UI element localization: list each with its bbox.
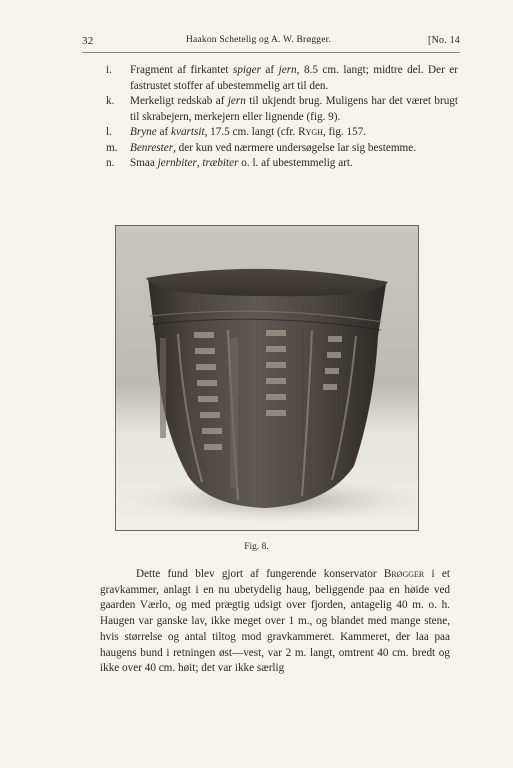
item-letter: k. [106, 95, 115, 107]
item-text: Merkeligt redskab af jern til ukjendt brug. Muligens har det været brugt til skrabejern, merkejern eller lignende (fig. 9). [130, 95, 458, 123]
pot-image [116, 226, 418, 530]
item-letter: i. [106, 64, 112, 76]
artifact-list [106, 63, 458, 172]
list-item [106, 141, 458, 157]
item-letter: l. [106, 126, 112, 138]
list-item [106, 125, 458, 141]
item-text: Fragment af firkantet spiger af jern, 8.5 cm. langt; midtre del. Der er fastrustet stoffer af ubestemmelig art til den. [130, 64, 458, 92]
item-text: Smaa jernbiter, træbiter o. l. af ubestemmelig art. [130, 157, 353, 169]
body-paragraph [100, 567, 450, 677]
figure-caption: Fig. 8. [244, 542, 269, 552]
item-letter: m. [106, 141, 118, 154]
list-item [106, 63, 458, 94]
issue-number: [No. 14 [428, 35, 460, 46]
list-item [106, 94, 458, 125]
figure-photo [115, 225, 419, 531]
person-name: Brøgger [383, 568, 425, 580]
running-title: Haakon Schetelig og A. W. Brøgger. [186, 35, 332, 45]
item-text: Benrester, der kun ved nærmere undersøgelse lar sig bestemme. [130, 141, 417, 154]
list-item [106, 156, 458, 172]
header-rule [82, 52, 460, 53]
paragraph-text: Dette fund blev gjort af fungerende konservator Brøgger i et gravkammer, anlagt i en nu ubetydelig haug, beliggende paa en høide ved gaarden Værlo, og med prægtig udsigt over fjorden, antagelig 40 m. o. h. Haugen var ganske lav, ikke meget over 1 m., og blandet med mange stene, hvis størrelse og antal tiltog mod gravkammeret. Kammeret, der laa paa haugens bund i retningen øst—vest, var 2 m. langt, omtrent 40 cm. bredt og ikke over 40 cm. høit; det var ikke særlig [100, 568, 450, 675]
page-number: 32 [82, 35, 94, 47]
item-text: Bryne af kvartsit, 17.5 cm. langt (cfr. Rygh, fig. 157. [130, 126, 367, 138]
page-header [82, 35, 460, 51]
item-letter: n. [106, 157, 115, 169]
